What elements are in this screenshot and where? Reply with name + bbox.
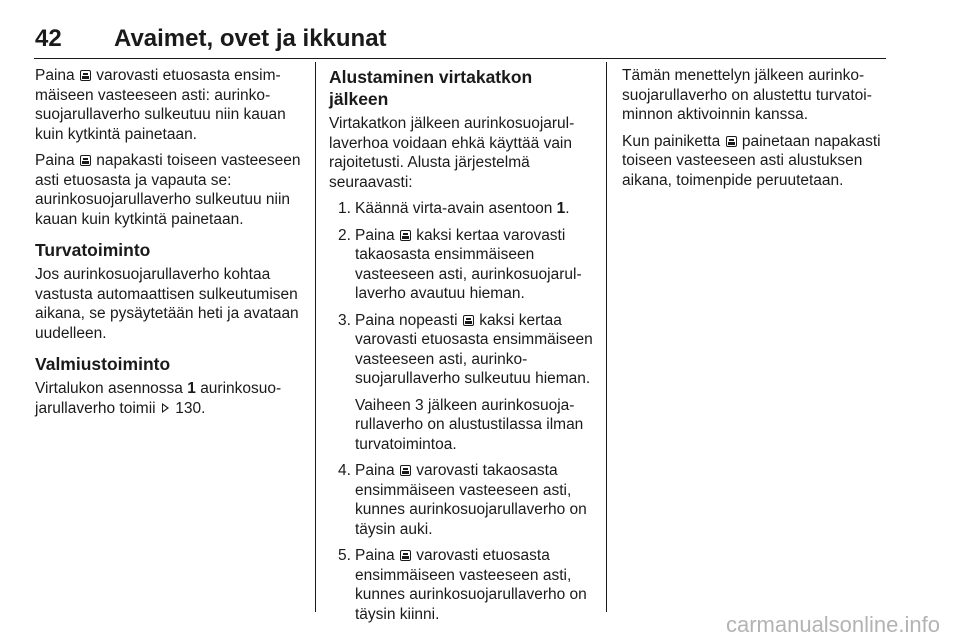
paragraph-close-firm [35, 151, 303, 229]
sunroof-button-icon [463, 315, 474, 326]
heading-reset: Alustaminen virtakatkon jälkeen [329, 67, 533, 109]
bold-value: 1 [187, 380, 196, 397]
sunroof-button-icon [400, 550, 411, 561]
text: varovasti etuosasta ensimmäiseen vasteeseen asti, kunnes aurinkosuojarullaverho on täysin kiinni. [355, 547, 587, 623]
text: Kun painiketta [622, 132, 721, 150]
page-reference-icon [162, 403, 169, 413]
step-5 [329, 546, 593, 624]
step-3-note: Vaiheen 3 jälkeen aurinkosuojarullaverho on alustustilassa ilman turvatoimintoa. [355, 396, 584, 453]
text: varovasti takaosasta ensimmäiseen vasteeseen asti, kunnes aurinkosuojarullaverho on täysin auki. [355, 462, 587, 538]
text: 130. [175, 399, 206, 417]
sunroof-button-icon [80, 70, 91, 81]
heading-valmiustoiminto: Valmiustoiminto [35, 354, 171, 374]
text: Paina nopeasti [355, 311, 458, 329]
step-number: 4. [338, 462, 351, 479]
paragraph-close-slow [35, 66, 303, 144]
column-2 [329, 66, 593, 631]
text: Paina [35, 67, 75, 84]
bold-value: 1 [556, 200, 566, 217]
sunroof-button-icon [80, 155, 91, 166]
text: Paina [355, 547, 395, 564]
text: Paina [35, 152, 75, 169]
page-number: 42 [35, 25, 62, 52]
heading-turvatoiminto: Turvatoiminto [35, 240, 151, 260]
steps-list [329, 199, 593, 624]
watermark: carmanualsonline.info [725, 612, 940, 637]
column-divider-2 [606, 62, 607, 612]
column-divider-1 [315, 62, 316, 612]
text: aurinkosuojarullaverho toimii [35, 380, 282, 417]
paragraph-safety: Jos aurinkosuojarullaverho kohtaa vastusta automaattisen sulkeutumisen aikana, se pysäytetään heti ja avataan uudelleen. [35, 266, 299, 342]
paragraph-standby [35, 379, 303, 418]
paragraph-intro: Virtakatkon jälkeen aurinkosuojarullaverhoa voidaan ehkä käyttää vain rajoitetusti. Alusta järjestelmä seuraavasti: [329, 115, 575, 191]
step-1 [329, 199, 593, 219]
column-3 [622, 66, 888, 197]
text: Virtalukon asennossa [35, 380, 183, 397]
sunroof-button-icon [400, 230, 411, 241]
text: . [565, 200, 570, 217]
step-number: 5. [338, 547, 351, 564]
paragraph-after-reset: Tämän menettelyn jälkeen aurinkosuojarullaverho on alustettu turvatoiminnon aktivoinnin kanssa. [622, 67, 872, 123]
text: Käännä virta-avain asentoon [355, 200, 553, 217]
step-4 [329, 461, 593, 539]
text: kaksi kertaa varovasti takaosasta ensimmäiseen vasteeseen asti, aurinkosuojarullaverho avautuu hieman. [355, 226, 582, 302]
sunroof-button-icon [726, 136, 737, 147]
step-2 [329, 226, 593, 304]
text: painetaan napakasti toiseen vasteeseen asti alustuksen aikana, toimenpide peruutetaan. [622, 132, 881, 189]
text: varovasti etuosasta ensimmäiseen vasteeseen asti: aurinkosuojarullaverho sulkeutuu niin kauan kuin kytkintä painetaan. [35, 67, 286, 143]
paragraph-cancel [622, 132, 888, 191]
header-rule [34, 58, 886, 59]
text: napakasti toiseen vasteeseen asti etuosasta ja vapauta se: aurinkosuojarullaverho sulkeutuu niin kauan kuin kytkintä painetaan. [35, 152, 301, 228]
column-1 [35, 66, 303, 425]
sunroof-button-icon [400, 465, 411, 476]
chapter-title: Avaimet, ovet ja ikkunat [114, 25, 387, 52]
text: Paina [355, 226, 395, 244]
text: kaksi kertaa varovasti etuosasta ensimmäiseen vasteeseen asti, aurinkosuojarullaverho sulkeutuu hieman. [355, 311, 593, 387]
step-3 [329, 311, 593, 455]
step-number: 3. [338, 311, 351, 329]
text: Paina [355, 462, 395, 479]
step-number: 1. [338, 200, 351, 217]
step-number: 2. [338, 226, 351, 244]
